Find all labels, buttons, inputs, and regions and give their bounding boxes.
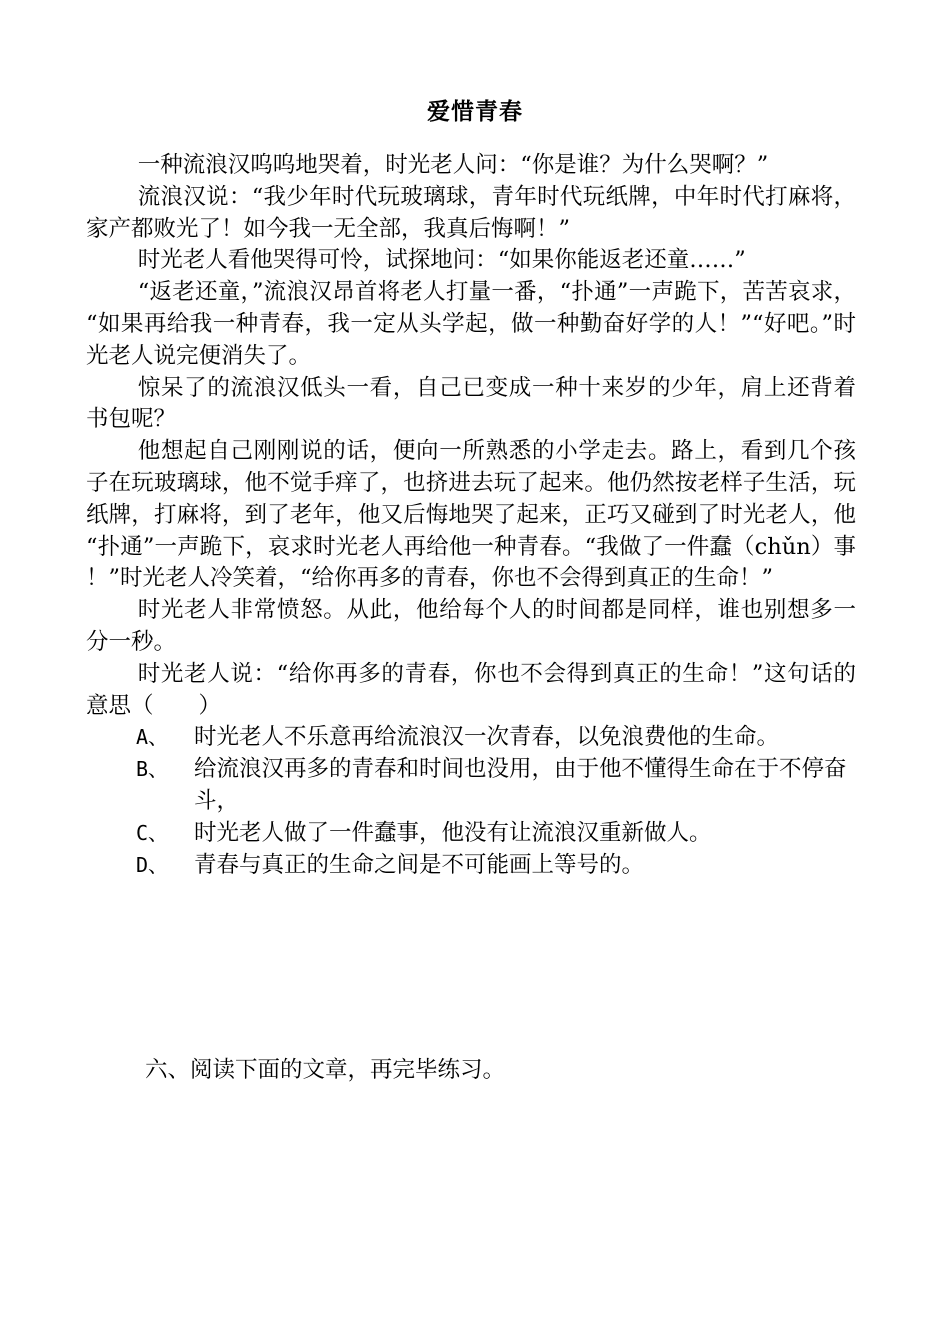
paragraph-1: 一种流浪汉呜呜地哭着，时光老人问：“你是谁？为什么哭啊？” [137,152,769,178]
paragraph-4: “返老还童，”流浪汉昂首将老人打量一番，“扑通”一声跪下，苦苦哀求，“如果再给我一种青春，我一定从头学起，做一种勤奋好学的人！”“好吧。”时光老人说完便消失了。 [86,279,856,369]
paragraph-3: 时光老人看他哭得可怜，试探地问：“如果你能返老还童……” [137,247,746,274]
option-c [86,818,856,850]
paragraph-7: 时光老人非常愤怒。从此，他给每个人的时间都是同样，谁也别想多一分一秒。 [86,597,856,655]
option-a-letter: A、 [136,725,169,750]
option-c-text: 时光老人做了一件蠢事，他没有让流浪汉重新做人。 [194,819,712,846]
document-title: 爱惜青春 [427,99,523,125]
section-heading: 六、阅读下面的文章，再完毕练习。 [145,1057,506,1083]
option-c-letter: C、 [136,820,169,845]
option-a-text: 时光老人不乐意再给流浪汉一次青春，以免浪费他的生命。 [194,724,780,751]
option-d [86,850,856,882]
option-a [86,722,856,754]
option-d-text: 青春与真正的生命之间是不可能画上等号的。 [194,851,645,878]
option-b-text: 给流浪汉再多的青春和时间也没用，由于他不懂得生命在于不停奋斗， [194,756,847,814]
question-prompt: 时光老人说：“给你再多的青春，你也不会得到真正的生命！”这句话的意思（ ） [86,660,856,719]
option-d-letter: D、 [136,852,169,877]
option-b [86,754,856,818]
paragraph-5: 惊呆了的流浪汉低头一看，自己已变成一种十来岁的少年，肩上还背着书包呢？ [86,374,856,433]
option-b-letter: B、 [136,757,169,782]
story-body [86,150,856,881]
paragraph-6: 他想起自己刚刚说的话，便向一所熟悉的小学走去。路上，看到几个孩子在玩玻璃球，他不觉手痒了，也挤进去玩了起来。他仍然按老样子生活，玩纸牌，打麻将，到了老年，他又后悔地哭了起来，正巧又碰到了时光老人，他“扑通”一声跪下，哀求时光老人再给他一种青春。“我做了一件蠢（chǔn）事！”时光老人冷笑着，“给你再多的青春，你也不会得到真正的生命！” [86,438,856,592]
paragraph-2: 流浪汉说：“我少年时代玩玻璃球，青年时代玩纸牌，中年时代打麻将，家产都败光了！如今我一无全部，我真后悔啊！” [86,183,856,242]
answer-options [86,722,856,881]
